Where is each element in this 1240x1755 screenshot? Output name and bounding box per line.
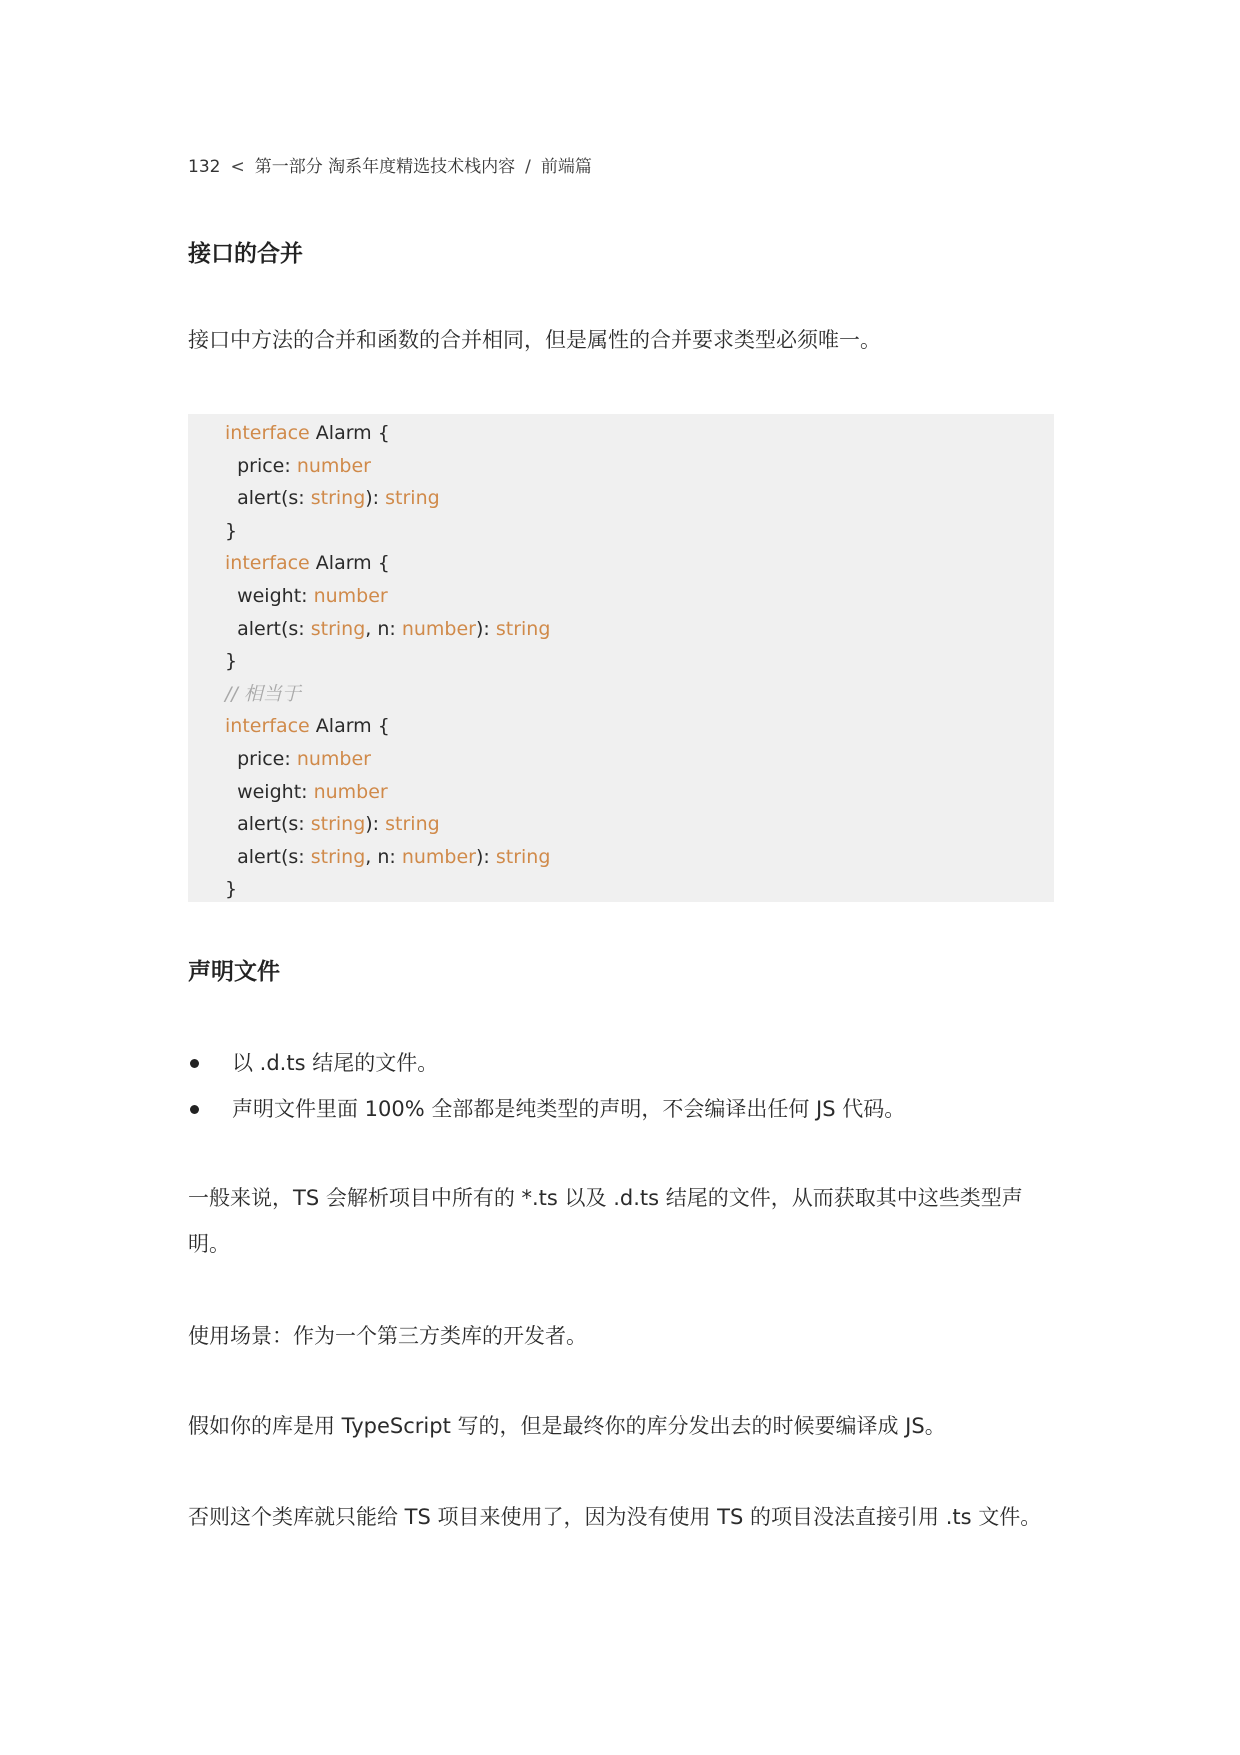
code-text: } — [225, 878, 238, 901]
code-text: Alarm { — [309, 422, 390, 444]
code-line — [225, 547, 550, 580]
code-line — [225, 710, 550, 743]
code-text: ): — [365, 487, 386, 510]
code-lines — [225, 417, 550, 906]
code-text: Alarm { — [309, 552, 390, 575]
code-keyword: string — [310, 487, 366, 510]
code-line — [225, 450, 550, 483]
bullet-list — [188, 1040, 1054, 1132]
code-line — [225, 417, 550, 450]
code-text: alert(s: — [225, 813, 311, 836]
code-text: ): — [475, 845, 496, 868]
code-keyword: number — [401, 845, 476, 868]
code-line — [225, 515, 550, 548]
code-keyword: string — [385, 487, 440, 510]
code-keyword: interface — [225, 715, 310, 738]
code-keyword: string — [495, 617, 551, 640]
code-text: } — [225, 519, 238, 542]
header-section: 前端篇 — [540, 157, 592, 177]
code-keyword: string — [310, 813, 366, 836]
page-header — [188, 152, 592, 177]
code-keyword: string — [495, 845, 551, 868]
paragraph-ts-parsing: 一般来说，TS 会解析项目中所有的 *.ts 以及 .d.ts 结尾的文件，从而获取其中这些类型声明。 — [188, 1186, 1023, 1256]
heading-interface-merge: 接口的合并 — [188, 241, 303, 267]
code-keyword: number — [313, 584, 388, 607]
code-block — [188, 414, 1054, 902]
paragraph-interface-merge: 接口中方法的合并和函数的合并相同，但是属性的合并要求类型必须唯一。 — [188, 328, 881, 352]
code-line — [225, 482, 550, 515]
code-keyword: number — [296, 454, 371, 477]
code-keyword: interface — [225, 422, 310, 444]
paragraph-compile-js: 假如你的库是用 TypeScript 写的，但是最终你的库分发出去的时候要编译成 JS。 — [188, 1414, 946, 1438]
header-slash: / — [525, 157, 531, 177]
code-keyword: string — [385, 813, 440, 836]
code-comment: // 相当于 — [225, 682, 301, 705]
code-text: ): — [365, 813, 386, 836]
code-text: , n: — [365, 845, 402, 868]
code-text: weight: — [225, 780, 314, 803]
code-keyword: string — [310, 845, 366, 868]
heading-declaration-files: 声明文件 — [188, 959, 280, 985]
code-text: alert(s: — [225, 845, 311, 868]
code-line — [225, 841, 550, 874]
code-line — [225, 873, 550, 906]
page-number: 132 — [188, 157, 221, 177]
list-item — [188, 1086, 1054, 1132]
code-text: price: — [225, 747, 297, 770]
code-keyword: number — [313, 780, 388, 803]
code-line — [225, 580, 550, 613]
header-part: 第一部分 淘系年度精选技术栈内容 — [254, 157, 516, 177]
bullet-icon — [190, 1105, 199, 1114]
list-item — [188, 1040, 1054, 1086]
code-keyword: number — [296, 747, 371, 770]
paragraph-ts-only: 否则这个类库就只能给 TS 项目来使用了，因为没有使用 TS 的项目没法直接引用 .ts 文件。 — [188, 1505, 1042, 1529]
code-line — [225, 645, 550, 678]
header-separator: < — [230, 157, 245, 177]
code-text: price: — [225, 454, 297, 477]
paragraph-use-case: 使用场景：作为一个第三方类库的开发者。 — [188, 1324, 587, 1348]
code-text: alert(s: — [225, 487, 311, 510]
code-line — [225, 743, 550, 776]
code-text: alert(s: — [225, 617, 311, 640]
code-line — [225, 613, 550, 646]
code-text: , n: — [365, 617, 402, 640]
bullet-icon — [190, 1059, 199, 1068]
code-keyword: interface — [225, 552, 310, 575]
code-text: ): — [475, 617, 496, 640]
bullet-text: 以 .d.ts 结尾的文件。 — [232, 1051, 439, 1075]
code-keyword: string — [310, 617, 366, 640]
code-line — [225, 776, 550, 809]
code-text: weight: — [225, 584, 314, 607]
code-line — [225, 808, 550, 841]
code-keyword: number — [401, 617, 476, 640]
bullet-text: 声明文件里面 100% 全部都是纯类型的声明，不会编译出任何 JS 代码。 — [232, 1097, 906, 1121]
code-line — [225, 678, 550, 711]
code-text: Alarm { — [309, 715, 390, 738]
code-text: } — [225, 650, 238, 673]
